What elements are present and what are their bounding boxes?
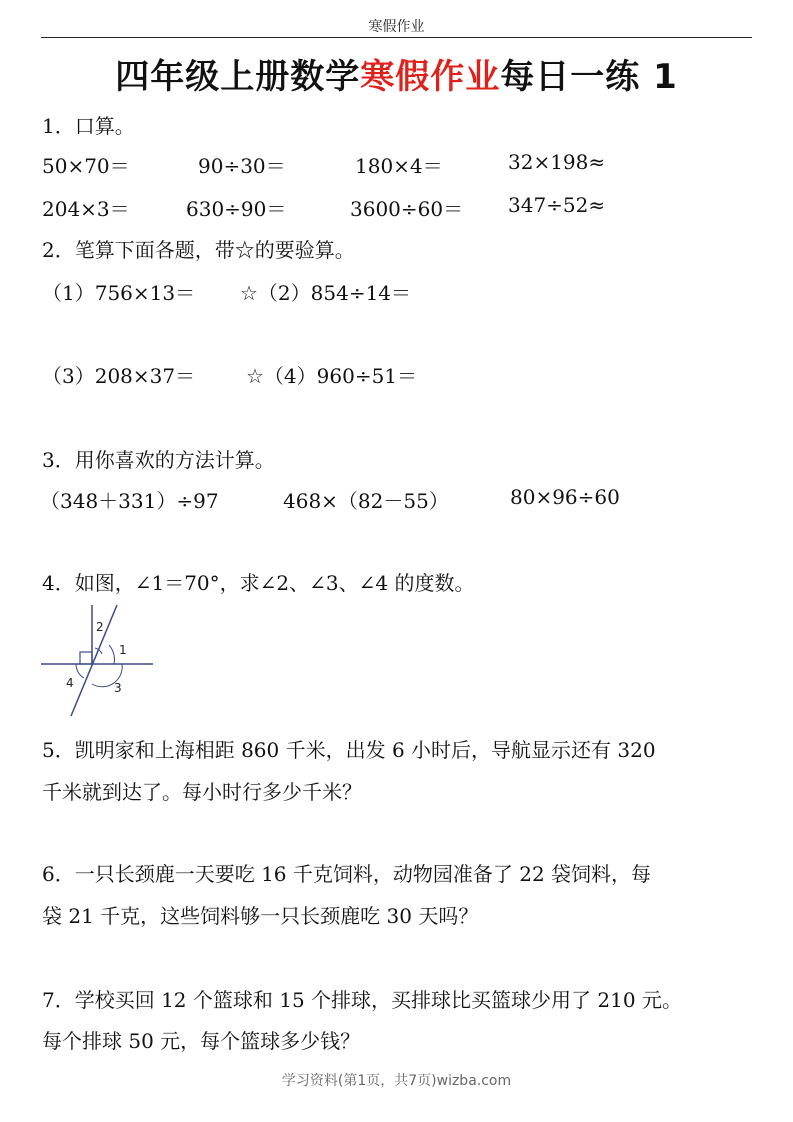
q1-r1-item-4: 32×198≈ <box>508 150 606 174</box>
q2-item-4: ☆（4）960÷51＝ <box>246 364 418 388</box>
q2-heading: 2．笔算下面各题，带☆的要验算。 <box>42 238 355 262</box>
q1-r1-item-3: 180×4＝ <box>355 154 443 178</box>
q6-line-1: 6．一只长颈鹿一天要吃 16 千克饲料，动物园准备了 22 袋饲料，每 <box>42 862 652 886</box>
angle-label-1: 1 <box>119 643 127 657</box>
q3-item-2: 468×（82－55） <box>283 489 449 513</box>
q7-line-1: 7．学校买回 12 个篮球和 15 个排球，买排球比买篮球少用了 210 元。 <box>42 988 682 1012</box>
q2-item-3: （3）208×37＝ <box>42 364 196 388</box>
title-part-3: 每日一练 1 <box>500 57 678 97</box>
q1-r2-item-3: 3600÷60＝ <box>350 197 464 221</box>
q7-line-2: 每个排球 50 元，每个篮球多少钱？ <box>42 1029 361 1053</box>
footer-text: 学习资料(第1页，共7页)wizba.com <box>281 1073 512 1089</box>
title-part-1: 四年级上册数学 <box>115 57 361 97</box>
q4-heading: 4．如图，∠1＝70°，求∠2、∠3、∠4 的度数。 <box>42 571 475 595</box>
q3-item-1: （348＋331）÷97 <box>40 489 219 513</box>
angle-figure <box>36 600 166 720</box>
q6-line-2: 袋 21 千克，这些饲料够一只长颈鹿吃 30 天吗？ <box>42 904 479 928</box>
q3-heading: 3．用你喜欢的方法计算。 <box>42 448 275 472</box>
q5-line-1: 5．凯明家和上海相距 860 千米，出发 6 小时后，导航显示还有 320 <box>42 738 656 762</box>
q2-item-1: （1）756×13＝ <box>42 281 196 305</box>
q3-item-3: 80×96÷60 <box>510 485 620 509</box>
q1-r1-item-2: 90÷30＝ <box>198 154 286 178</box>
angle-label-2: 2 <box>96 620 104 634</box>
angle-label-3: 3 <box>114 681 122 695</box>
angle-1-arc <box>109 645 114 664</box>
q1-r2-item-1: 204×3＝ <box>42 197 130 221</box>
header-divider <box>41 37 752 38</box>
angle-4-arc <box>76 664 84 678</box>
q1-r1-item-1: 50×70＝ <box>42 154 130 178</box>
slanted-line <box>71 605 117 716</box>
q1-r2-item-4: 347÷52≈ <box>508 193 606 217</box>
right-angle-mark <box>80 652 92 664</box>
header-label: 寒假作业 <box>368 19 425 35</box>
title-highlight: 寒假作业 <box>360 57 501 97</box>
q5-line-2: 千米就到达了。每小时行多少千米？ <box>42 780 362 804</box>
angle-label-4: 4 <box>66 676 74 690</box>
q1-r2-item-2: 630÷90＝ <box>186 197 287 221</box>
page-title <box>0 49 793 98</box>
q2-item-2: ☆（2）854÷14＝ <box>240 281 412 305</box>
q1-heading: 1．口算。 <box>42 114 135 138</box>
